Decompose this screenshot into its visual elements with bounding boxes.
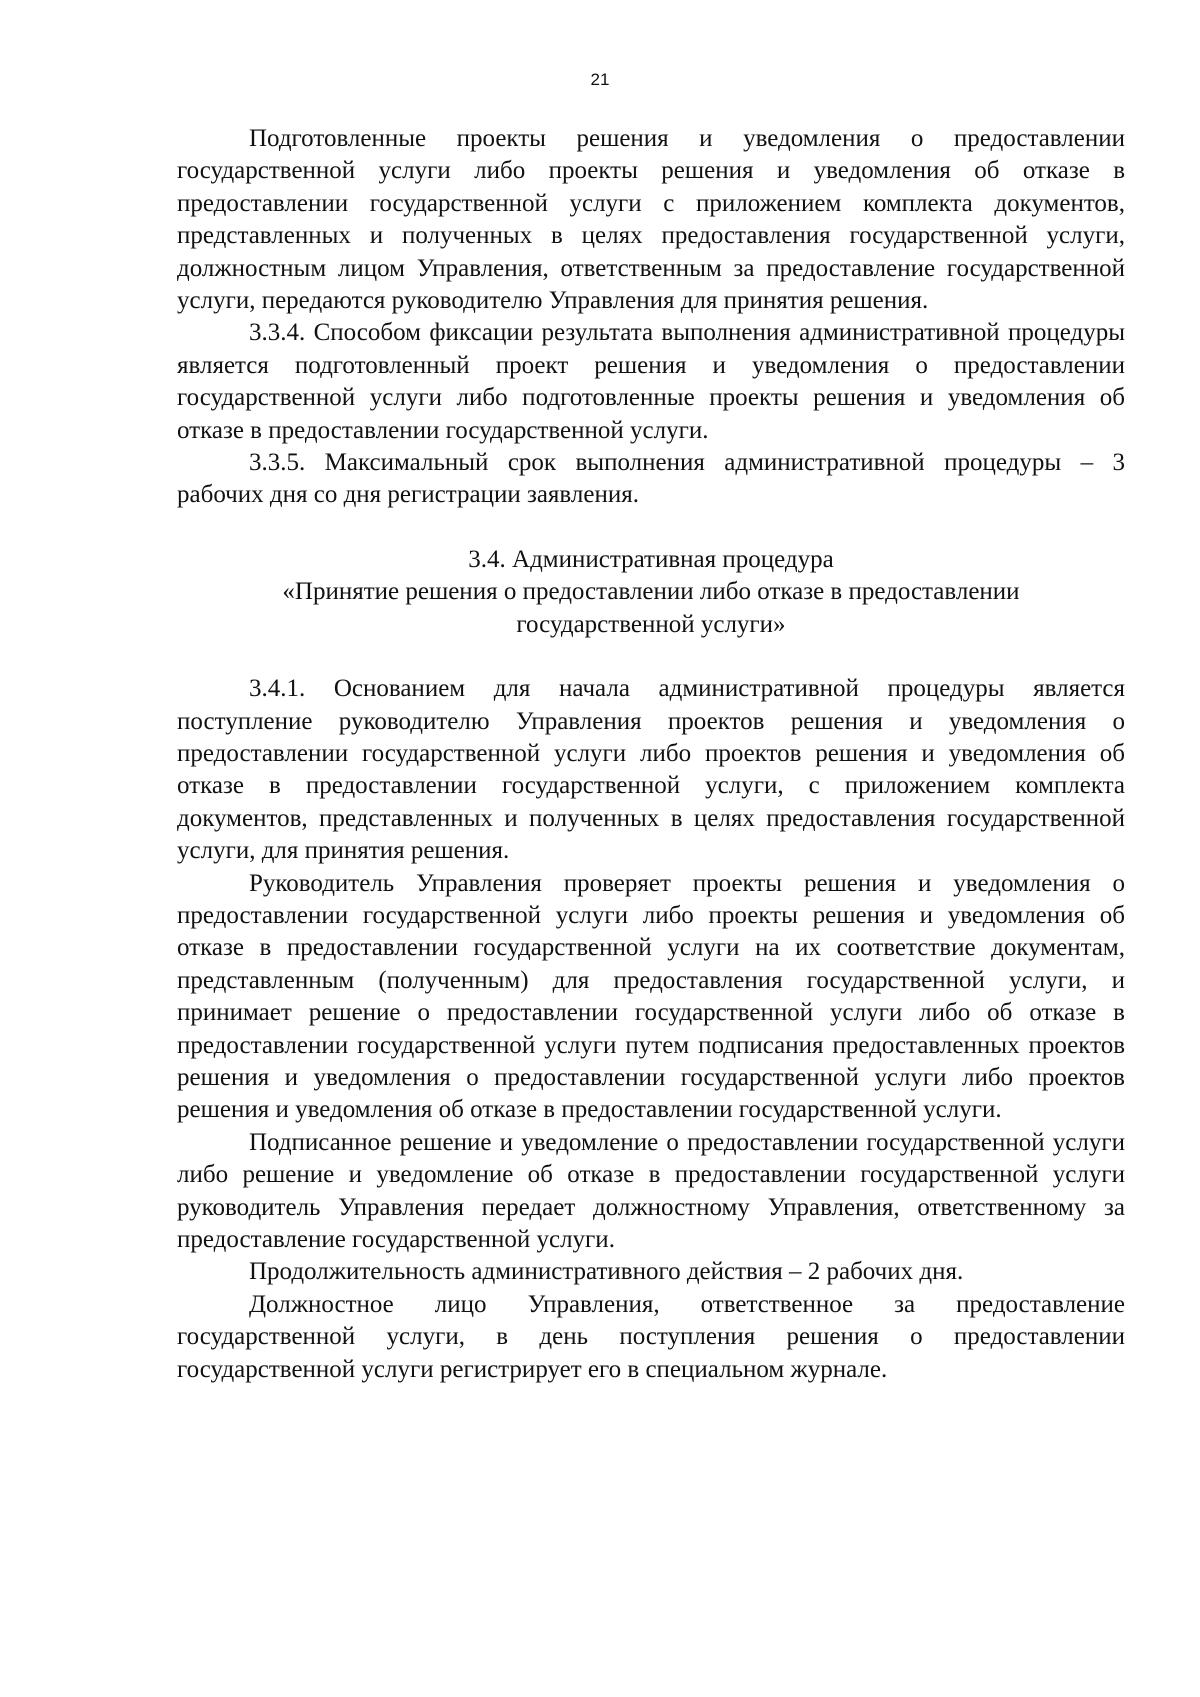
page-number: 21 [590, 70, 610, 89]
paragraph-3-4-1: 3.4.1. Основанием для начала административной процедуры является поступление руководителю Управления проектов решения и уведомления о предоставлении государственной услуги либо проектов решения и уведомления об отказе в предоставлении государственной услуги, с приложением комплекта документов, представленных и полученных в целях предоставления государственной услуги, для принятия решения. [177, 675, 1125, 865]
heading-line-3: государственной услуги» [516, 610, 786, 638]
paragraph-3-3-4: 3.3.4. Способом фиксации результата выполнения административной процедуры является подготовленный проект решения и уведомления о предоставлении государственной услуги либо подготовленные проекты решения и уведомления об отказе в предоставлении государственной услуги. [177, 319, 1125, 444]
paragraph-duration: Продолжительность административного действия – 2 рабочих дня. [249, 1258, 964, 1286]
paragraph-signed-decision: Подписанное решение и уведомление о предоставлении государственной услуги либо решение и уведомление об отказе в предоставлении государственной услуги руководитель Управления передает должностному Управления, ответственному за предоставление государственной услуги. [177, 1128, 1125, 1253]
paragraph-head-checks: Руководитель Управления проверяет проекты решения и уведомления о предоставлении государственной услуги либо проекты решения и уведомления об отказе в предоставлении государственной услуги на их соответствие документам, представленным (полученным) для предоставления государственной услуги, и принимает решение о предоставлении государственной услуги либо об отказе в предоставлении государственной услуги путем подписания предоставленных проектов решения и уведомления о предоставлении государственной услуги либо проектов решения и уведомления об отказе в предоставлении государственной услуги. [177, 869, 1125, 1124]
heading-line-1: 3.4. Административная процедура [468, 545, 834, 573]
document-body [177, 123, 1125, 1386]
paragraph-registration: Должностное лицо Управления, ответственное за предоставление государственной услуги, в день поступления решения о предоставлении государственной услуги регистрирует его в специальном журнале. [177, 1290, 1125, 1383]
paragraph-3-3-5: 3.3.5. Максимальный срок выполнения административной процедуры – 3 рабочих дня со дня регистрации заявления. [177, 449, 1125, 509]
heading-line-2: «Принятие решения о предоставлении либо отказе в предоставлении [282, 578, 1020, 606]
section-heading-3-4 [177, 544, 1125, 641]
paragraph-prepared-projects: Подготовленные проекты решения и уведомления о предоставлении государственной услуги либо проекты решения и уведомления об отказе в предоставлении государственной услуги с приложением комплекта документов, представленных и полученных в целях предоставления государственной услуги, должностным лицом Управления, ответственным за предоставление государственной услуги, передаются руководителю Управления для принятия решения. [177, 125, 1125, 315]
